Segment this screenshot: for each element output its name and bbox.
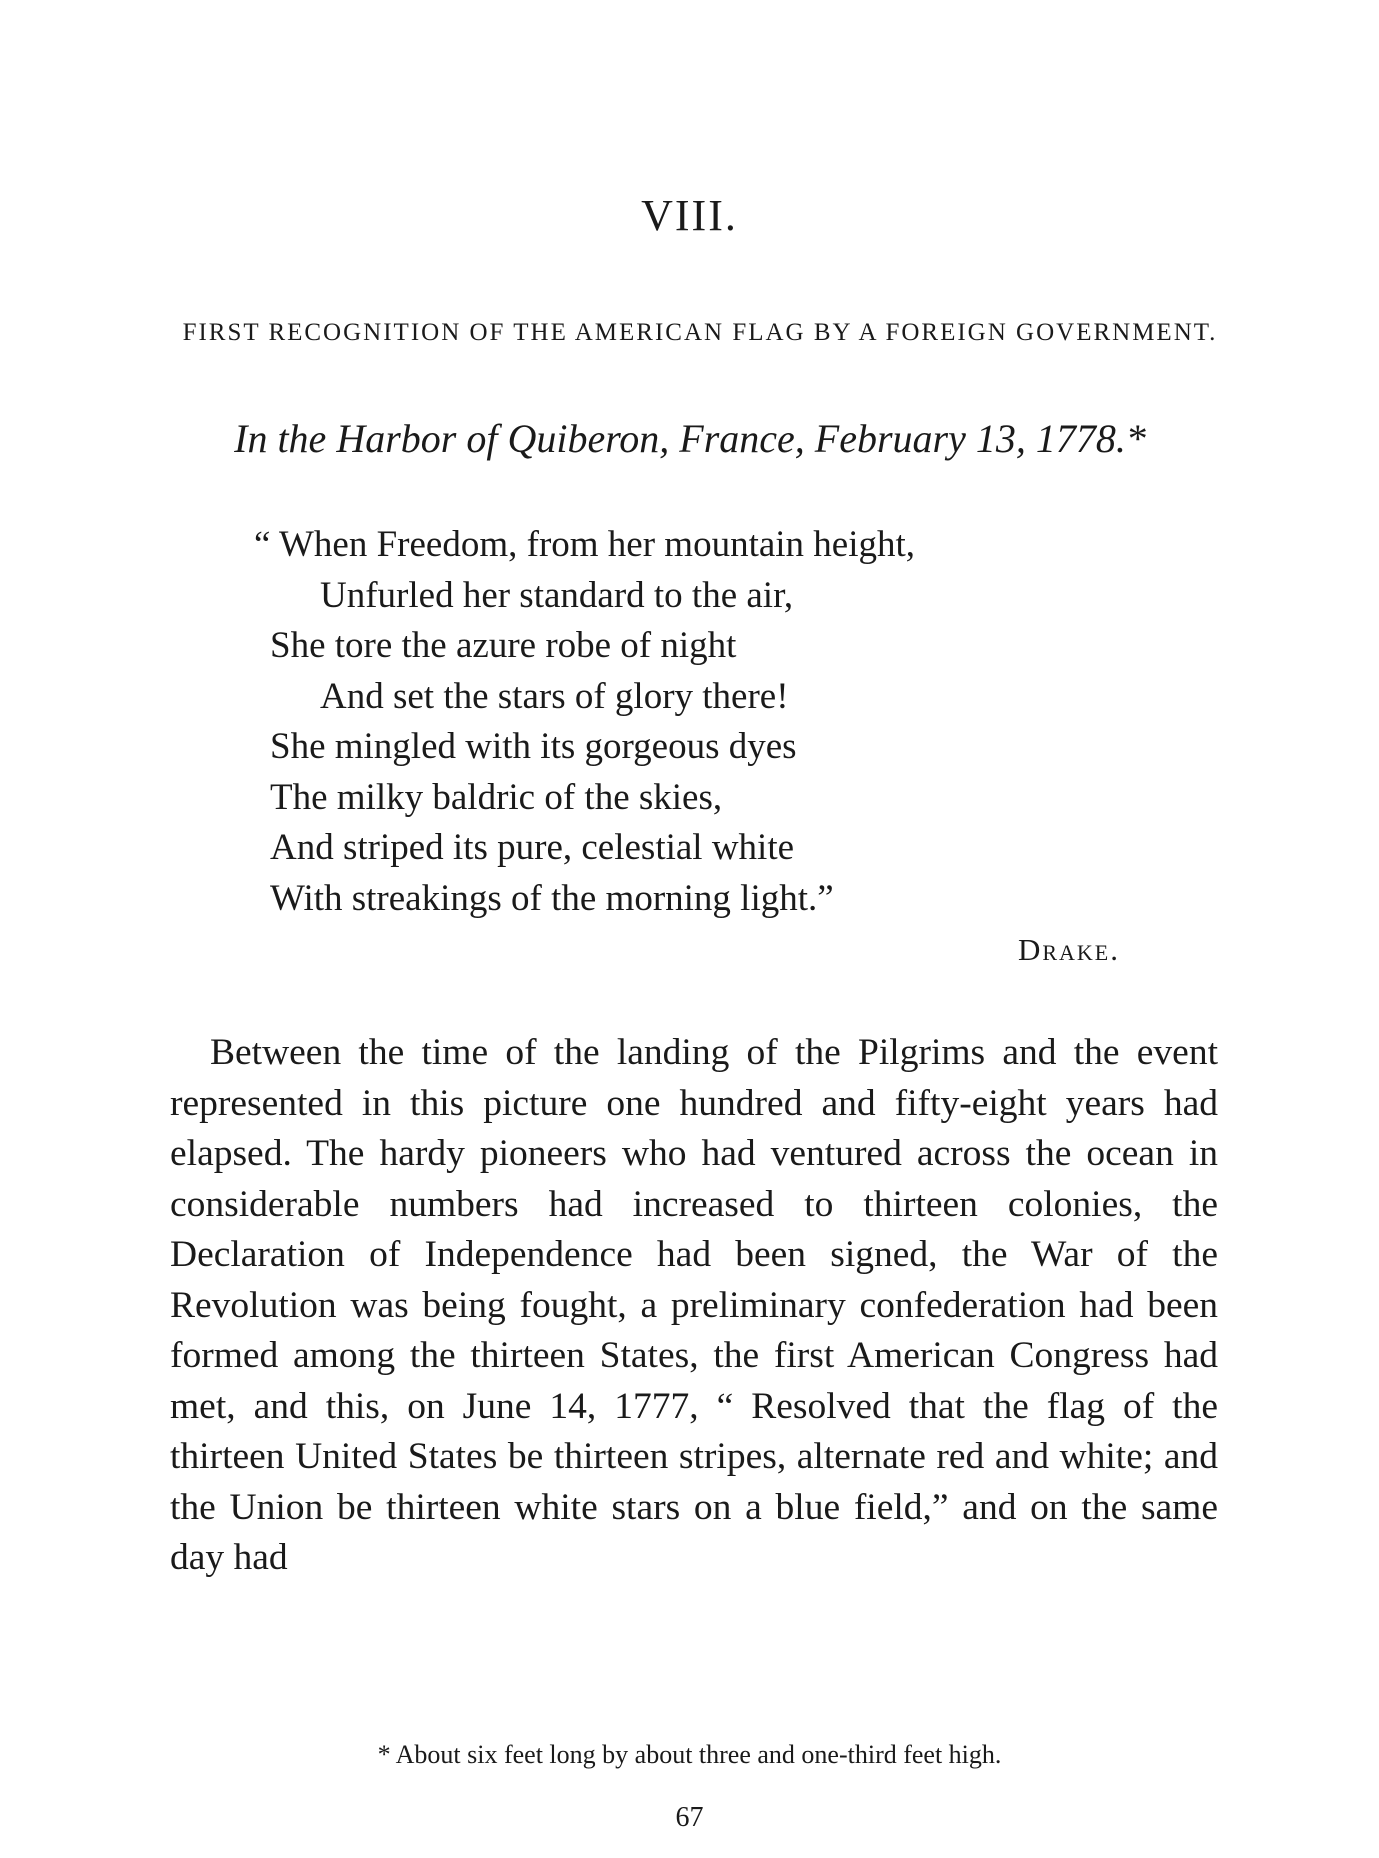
footnote: * About six feet long by about three and one-third feet high. bbox=[377, 1740, 1002, 1769]
poem-line: With streakings of the morning light.” bbox=[270, 877, 834, 919]
poem-line: She tore the azure robe of night bbox=[270, 625, 737, 666]
poem-line: Unfurled her standard to the air, bbox=[320, 574, 794, 616]
poem-line: The milky baldric of the skies, bbox=[270, 776, 723, 818]
body-paragraph: Between the time of the landing of the Pilgrims and the event represented in this picture one hundred and fifty-eight years had elapsed. The hardy pioneers who had ventured across the ocean in considerable numbers had increased to thirteen colonies, the Declaration of Independence had been signed, the War of the Revolution was being fought, a preliminary confederation had been formed among the thirteen States, the first American Congress had met, and this, on June 14, 1777, “ Resolved that the flag of the thirteen United States be thirteen stripes, alternate red and white; and the Union be thirteen white stars on a blue field,” and on the same day had bbox=[170, 1032, 1218, 1578]
poem-line: “ When Freedom, from her mountain height, bbox=[254, 524, 916, 565]
poem-attribution: Drake. bbox=[1017, 932, 1120, 967]
poem-line: And striped its pure, celestial white bbox=[270, 827, 795, 868]
poem-epigraph bbox=[254, 520, 1170, 924]
poem-line: And set the stars of glory there! bbox=[320, 675, 789, 717]
chapter-subtitle: In the Harbor of Quiberon, France, February 13, 1778.* bbox=[234, 416, 1146, 461]
chapter-number: VIII. bbox=[641, 191, 738, 240]
page-number: 67 bbox=[675, 1802, 704, 1833]
poem-line: She mingled with its gorgeous dyes bbox=[270, 726, 797, 767]
chapter-title: FIRST RECOGNITION OF THE AMERICAN FLAG BY A FOREIGN GOVERNMENT. bbox=[182, 319, 1218, 346]
